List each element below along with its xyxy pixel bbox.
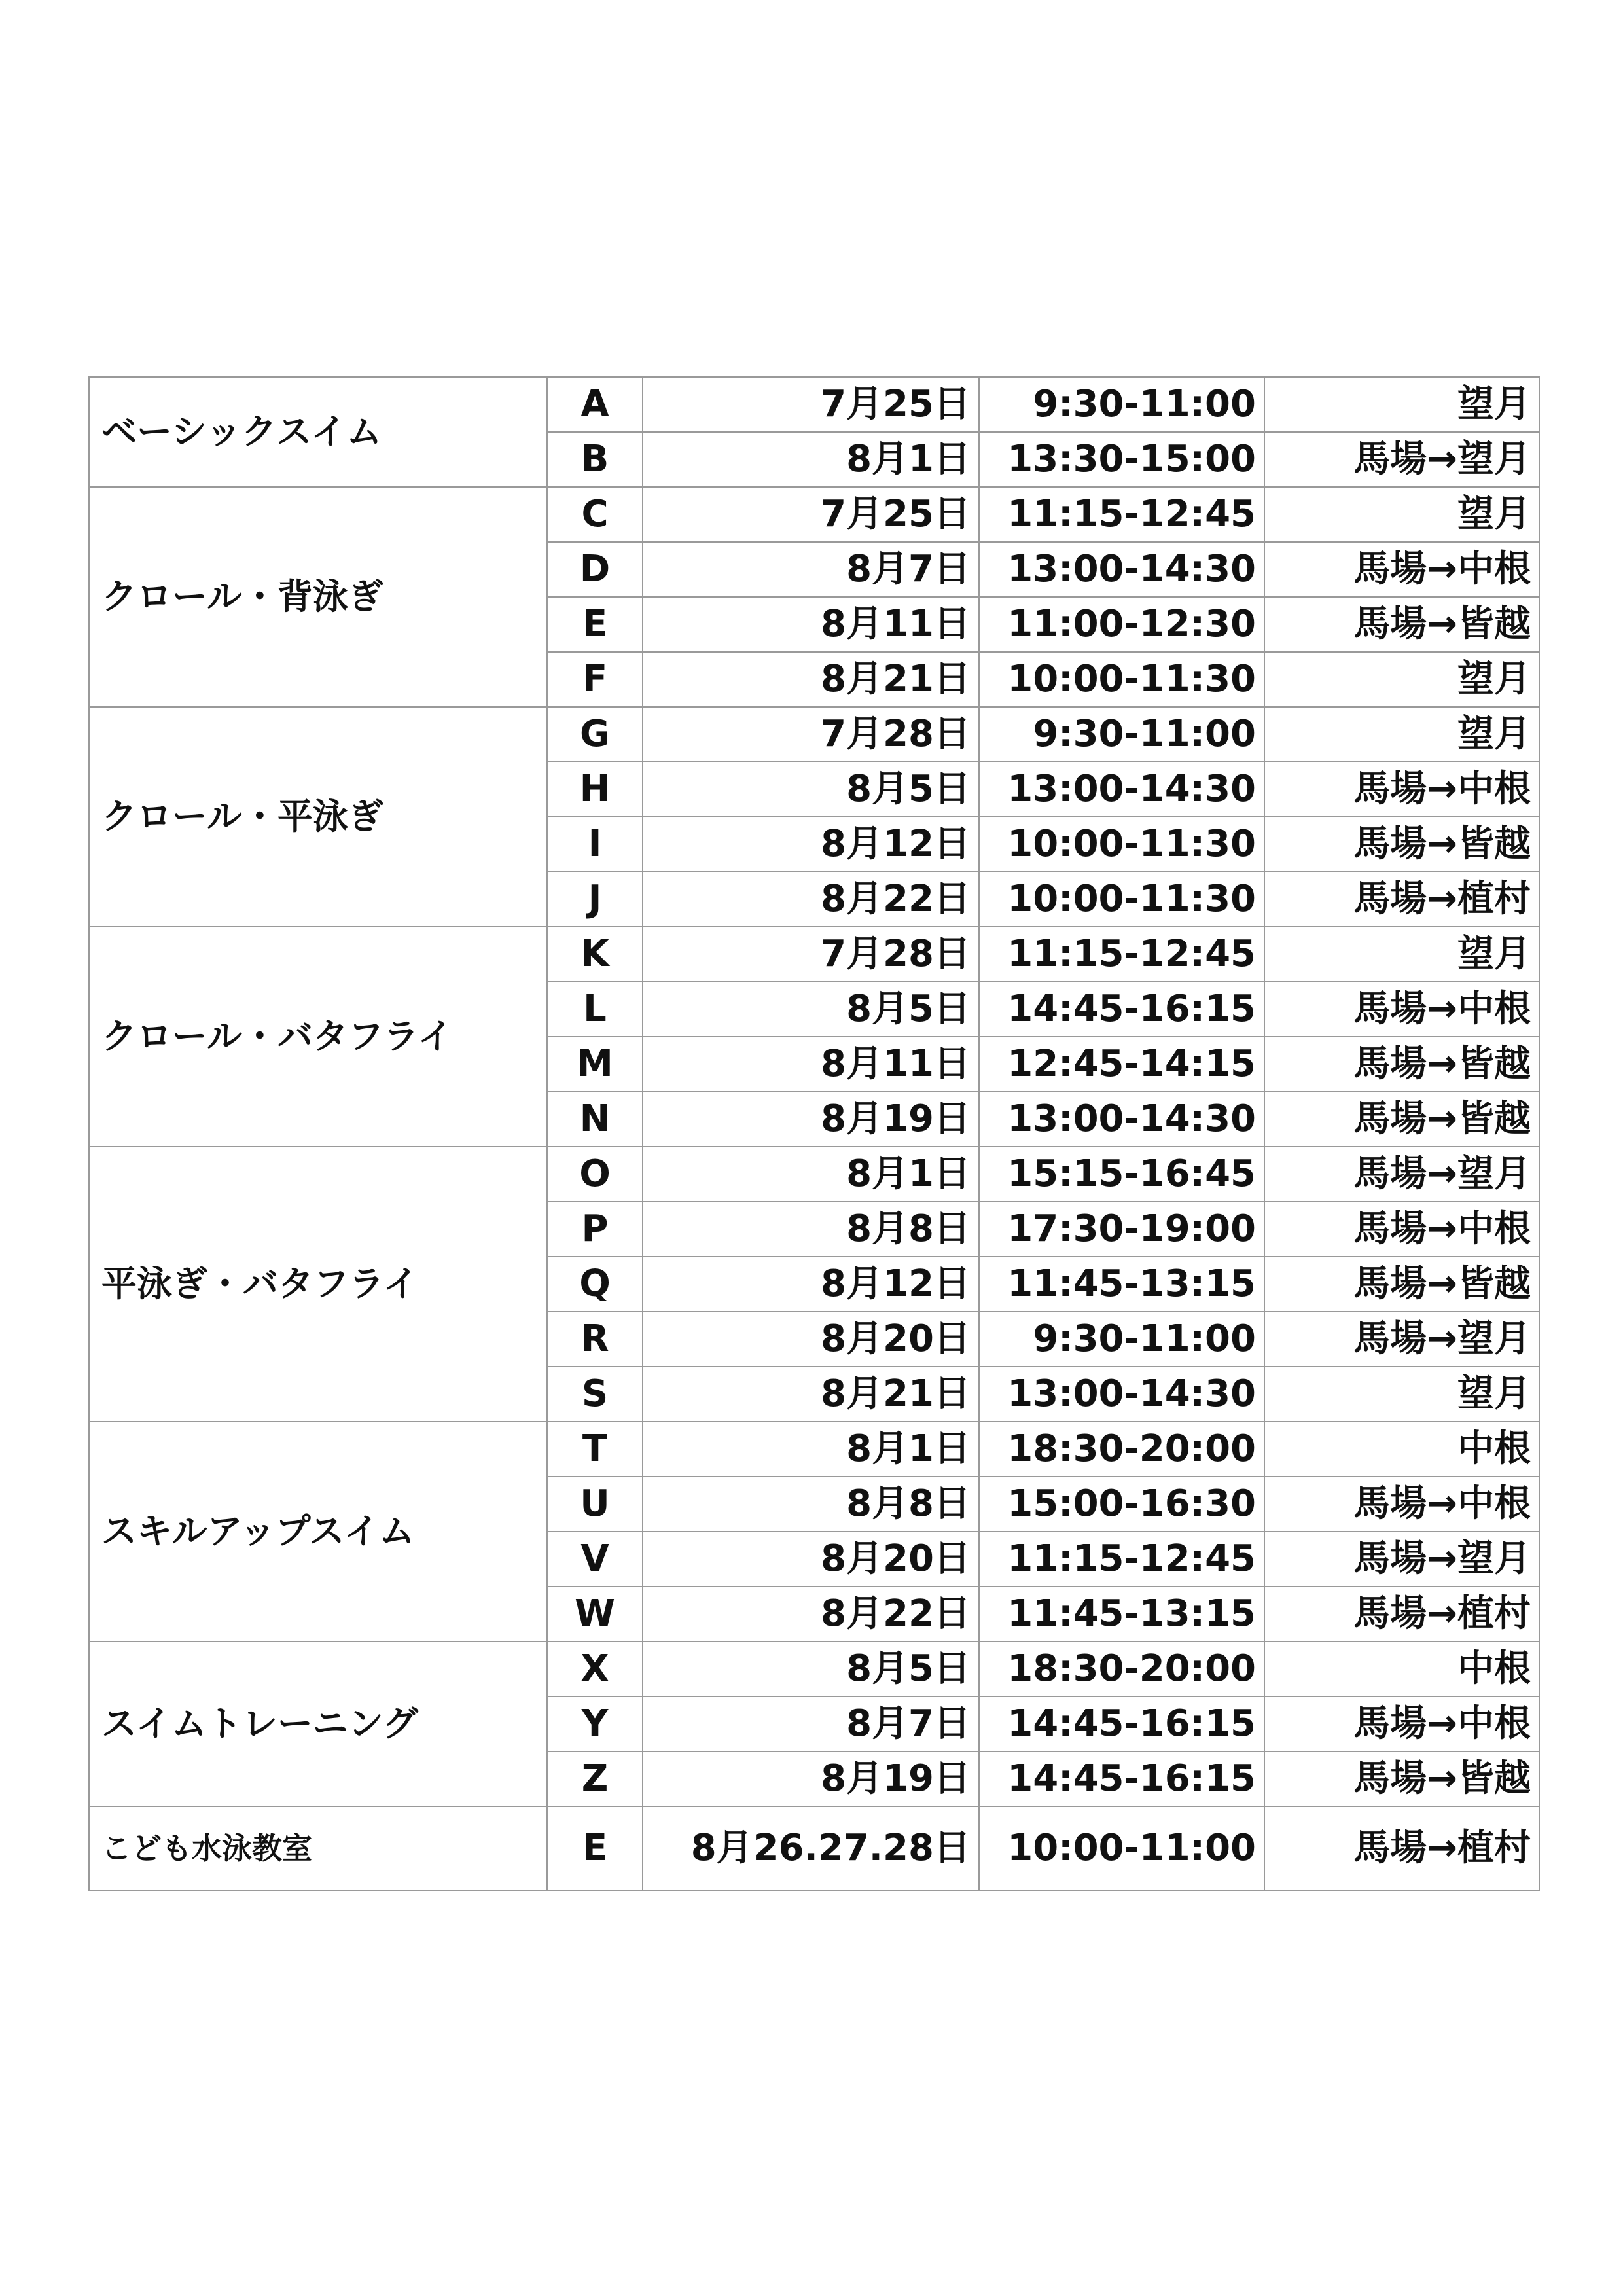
session-code: W: [547, 1587, 643, 1641]
schedule-table: [88, 376, 1540, 1891]
session-date: 8月12日: [643, 1257, 979, 1312]
course-name: 平泳ぎ・バタフライ: [89, 1147, 547, 1422]
session-date: 8月1日: [643, 1422, 979, 1477]
session-code: V: [547, 1532, 643, 1587]
session-place: 馬場→望月: [1264, 432, 1539, 487]
session-time: 13:30-15:00: [979, 432, 1264, 487]
session-time: 12:45-14:15: [979, 1037, 1264, 1092]
course-name: クロール・平泳ぎ: [89, 707, 547, 927]
session-date: 8月5日: [643, 982, 979, 1037]
session-date: 8月20日: [643, 1312, 979, 1367]
course-name: こども水泳教室: [89, 1806, 547, 1890]
session-time: 10:00-11:30: [979, 652, 1264, 707]
session-time: 11:45-13:15: [979, 1587, 1264, 1641]
session-code: K: [547, 927, 643, 982]
session-time: 9:30-11:00: [979, 377, 1264, 432]
session-time: 9:30-11:00: [979, 1312, 1264, 1367]
session-date: 7月28日: [643, 927, 979, 982]
session-code: M: [547, 1037, 643, 1092]
session-code: D: [547, 542, 643, 597]
session-code: H: [547, 762, 643, 817]
session-date: 8月20日: [643, 1532, 979, 1587]
session-place: 馬場→望月: [1264, 1147, 1539, 1202]
session-place: 馬場→植村: [1264, 872, 1539, 927]
session-row: [89, 377, 1539, 432]
session-place: 望月: [1264, 377, 1539, 432]
session-code: E: [547, 1806, 643, 1890]
session-time: 18:30-20:00: [979, 1641, 1264, 1696]
session-code: O: [547, 1147, 643, 1202]
session-date: 7月28日: [643, 707, 979, 762]
session-code: T: [547, 1422, 643, 1477]
session-place: 望月: [1264, 707, 1539, 762]
session-place: 馬場→中根: [1264, 982, 1539, 1037]
session-date: 8月26.27.28日: [643, 1806, 979, 1890]
session-date: 8月22日: [643, 1587, 979, 1641]
session-place: 馬場→植村: [1264, 1806, 1539, 1890]
session-code: J: [547, 872, 643, 927]
course-name: スイムトレーニング: [89, 1641, 547, 1806]
session-place: 馬場→中根: [1264, 1477, 1539, 1532]
session-date: 8月5日: [643, 762, 979, 817]
session-date: 8月11日: [643, 1037, 979, 1092]
session-code: X: [547, 1641, 643, 1696]
session-place: 望月: [1264, 487, 1539, 542]
session-place: 馬場→植村: [1264, 1587, 1539, 1641]
session-code: B: [547, 432, 643, 487]
session-time: 18:30-20:00: [979, 1422, 1264, 1477]
session-row: [89, 487, 1539, 542]
session-code: E: [547, 597, 643, 652]
session-row: [89, 1806, 1539, 1890]
session-time: 13:00-14:30: [979, 542, 1264, 597]
session-place: 馬場→中根: [1264, 542, 1539, 597]
session-time: 14:45-16:15: [979, 1696, 1264, 1751]
session-place: 馬場→皆越: [1264, 1037, 1539, 1092]
session-code: L: [547, 982, 643, 1037]
session-time: 15:00-16:30: [979, 1477, 1264, 1532]
session-place: 馬場→皆越: [1264, 1257, 1539, 1312]
session-date: 8月1日: [643, 1147, 979, 1202]
session-time: 14:45-16:15: [979, 982, 1264, 1037]
session-date: 8月8日: [643, 1477, 979, 1532]
session-time: 10:00-11:00: [979, 1806, 1264, 1890]
session-code: I: [547, 817, 643, 872]
session-code: G: [547, 707, 643, 762]
session-time: 13:00-14:30: [979, 762, 1264, 817]
session-time: 10:00-11:30: [979, 817, 1264, 872]
session-time: 17:30-19:00: [979, 1202, 1264, 1257]
session-code: Z: [547, 1751, 643, 1806]
session-time: 11:45-13:15: [979, 1257, 1264, 1312]
session-code: P: [547, 1202, 643, 1257]
session-place: 中根: [1264, 1641, 1539, 1696]
course-name: ベーシックスイム: [89, 377, 547, 487]
session-place: 馬場→皆越: [1264, 1751, 1539, 1806]
session-code: C: [547, 487, 643, 542]
session-row: [89, 1422, 1539, 1477]
session-code: R: [547, 1312, 643, 1367]
session-place: 中根: [1264, 1422, 1539, 1477]
session-date: 8月21日: [643, 652, 979, 707]
session-date: 8月1日: [643, 432, 979, 487]
session-place: 望月: [1264, 927, 1539, 982]
session-time: 15:15-16:45: [979, 1147, 1264, 1202]
session-place: 馬場→中根: [1264, 1696, 1539, 1751]
session-code: S: [547, 1367, 643, 1422]
session-time: 10:00-11:30: [979, 872, 1264, 927]
session-date: 8月19日: [643, 1751, 979, 1806]
course-name: スキルアップスイム: [89, 1422, 547, 1641]
schedule-body: [89, 377, 1539, 1890]
course-name: クロール・背泳ぎ: [89, 487, 547, 707]
session-date: 8月7日: [643, 1696, 979, 1751]
session-date: 7月25日: [643, 377, 979, 432]
session-time: 13:00-14:30: [979, 1367, 1264, 1422]
session-row: [89, 1147, 1539, 1202]
session-code: U: [547, 1477, 643, 1532]
session-date: 8月11日: [643, 597, 979, 652]
session-time: 11:15-12:45: [979, 927, 1264, 982]
session-time: 11:00-12:30: [979, 597, 1264, 652]
session-place: 馬場→皆越: [1264, 1092, 1539, 1147]
session-date: 7月25日: [643, 487, 979, 542]
session-code: F: [547, 652, 643, 707]
session-place: 馬場→望月: [1264, 1312, 1539, 1367]
session-date: 8月21日: [643, 1367, 979, 1422]
session-date: 8月7日: [643, 542, 979, 597]
session-row: [89, 707, 1539, 762]
session-code: Y: [547, 1696, 643, 1751]
session-place: 望月: [1264, 1367, 1539, 1422]
session-code: Q: [547, 1257, 643, 1312]
session-place: 馬場→皆越: [1264, 817, 1539, 872]
session-row: [89, 927, 1539, 982]
session-place: 馬場→望月: [1264, 1532, 1539, 1587]
session-date: 8月12日: [643, 817, 979, 872]
session-code: A: [547, 377, 643, 432]
session-date: 8月19日: [643, 1092, 979, 1147]
session-row: [89, 1641, 1539, 1696]
session-place: 馬場→皆越: [1264, 597, 1539, 652]
session-time: 11:15-12:45: [979, 1532, 1264, 1587]
session-date: 8月5日: [643, 1641, 979, 1696]
session-place: 馬場→中根: [1264, 762, 1539, 817]
session-time: 11:15-12:45: [979, 487, 1264, 542]
session-place: 望月: [1264, 652, 1539, 707]
course-name: クロール・バタフライ: [89, 927, 547, 1147]
session-time: 13:00-14:30: [979, 1092, 1264, 1147]
session-date: 8月8日: [643, 1202, 979, 1257]
session-time: 9:30-11:00: [979, 707, 1264, 762]
session-code: N: [547, 1092, 643, 1147]
session-time: 14:45-16:15: [979, 1751, 1264, 1806]
session-date: 8月22日: [643, 872, 979, 927]
session-place: 馬場→中根: [1264, 1202, 1539, 1257]
